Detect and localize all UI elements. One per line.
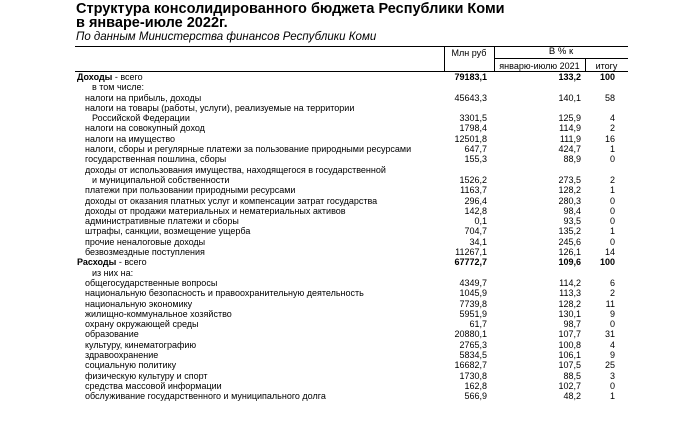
budget-table — [0, 72, 693, 402]
row-label: административные платежи и сборы — [85, 216, 239, 227]
row-label: Российской Федерации — [92, 113, 190, 124]
value-share: 1 — [609, 391, 615, 402]
value-mln: 5834,5 — [459, 350, 487, 361]
value-pct-prev: 280,3 — [558, 195, 581, 206]
table-row — [0, 360, 693, 370]
table-row — [0, 185, 693, 195]
row-label-suffix: - всего — [112, 72, 143, 82]
value-mln: 162,8 — [464, 380, 487, 391]
value-pct-prev: 128,2 — [558, 185, 581, 196]
row-label: из них на: — [92, 267, 134, 278]
table-row — [0, 268, 693, 278]
source-note: По данным Министерства финансов Республики Коми — [76, 31, 377, 43]
table-row — [0, 165, 693, 175]
table-row — [0, 93, 693, 103]
table-row — [0, 154, 693, 164]
value-share: 2 — [609, 288, 615, 299]
row-label: платежи при пользовании природными ресурсами — [85, 185, 296, 196]
table-row — [0, 288, 693, 298]
value-pct-prev: 114,9 — [559, 123, 581, 134]
value-mln: 704,7 — [464, 226, 487, 237]
value-share: 9 — [609, 350, 615, 361]
value-pct-prev: 135,2 — [558, 226, 581, 237]
table-row — [0, 391, 693, 401]
value-share: 1 — [609, 144, 615, 155]
row-label: национальную экономику — [85, 298, 193, 309]
table-row — [0, 309, 693, 319]
row-label: обслуживание государственного и муниципального долга — [85, 391, 326, 402]
value-mln: 566,9 — [464, 391, 487, 402]
row-label: средства массовой информации — [85, 380, 222, 391]
row-label: безвозмездные поступления — [85, 247, 205, 258]
table-row — [0, 299, 693, 309]
table-row — [0, 340, 693, 350]
table-row — [0, 196, 693, 206]
value-share: 14 — [604, 247, 615, 258]
row-label: жилищно-коммунальное хозяйство — [85, 308, 232, 319]
table-row — [0, 247, 693, 257]
row-label: национальную безопасность и правоохранительную деятельность — [85, 288, 364, 299]
row-label-main: Доходы — [77, 72, 113, 82]
row-label: государственная пошлина, сборы — [85, 154, 227, 165]
value-pct-prev: 98,4 — [563, 205, 581, 216]
value-share: 6 — [609, 277, 615, 288]
value-mln: 142,8 — [464, 205, 487, 216]
value-share: 2 — [609, 174, 615, 185]
row-label: налоги, сборы и регулярные платежи за пользование природными ресурсами — [85, 144, 412, 155]
row-label: прочие неналоговые доходы — [85, 236, 206, 247]
table-row — [0, 216, 693, 226]
row-label: культуру, кинематографию — [85, 339, 197, 350]
value-mln: 61,7 — [469, 319, 487, 330]
value-share: 31 — [604, 329, 615, 340]
value-share: 0 — [609, 319, 615, 330]
table-row — [0, 144, 693, 154]
value-share: 100 — [599, 72, 615, 82]
row-label: и муниципальной собственности — [92, 174, 230, 185]
value-share: 0 — [609, 205, 615, 216]
row-label: доходы от продажи материальных и нематериальных активов — [85, 205, 346, 216]
row-label: охрану окружающей среды — [85, 319, 199, 330]
value-pct-prev: 107,5 — [558, 360, 581, 371]
value-mln: 647,7 — [464, 144, 487, 155]
row-label: здравоохранение — [85, 350, 159, 361]
table-row — [0, 103, 693, 113]
value-pct-prev: 93,5 — [563, 216, 581, 227]
value-share: 3 — [609, 370, 615, 381]
value-pct-prev: 245,6 — [558, 236, 581, 247]
value-pct-prev: 48,2 — [563, 391, 581, 402]
table-row — [0, 278, 693, 288]
value-mln: 16682,7 — [454, 360, 487, 371]
row-label — [77, 72, 143, 82]
value-pct-prev: 125,9 — [558, 113, 581, 124]
table-row — [0, 175, 693, 185]
table-row — [0, 329, 693, 339]
header-sub-rule — [494, 58, 628, 59]
table-row — [0, 113, 693, 123]
value-pct-prev: 109,6 — [558, 257, 581, 268]
value-mln: 296,4 — [464, 195, 487, 206]
value-share: 1 — [609, 185, 615, 196]
value-share: 0 — [609, 216, 615, 227]
value-share: 58 — [604, 92, 615, 103]
value-mln: 155,3 — [464, 154, 487, 165]
value-mln: 45643,3 — [454, 92, 487, 103]
value-mln: 5951,9 — [459, 308, 487, 319]
value-pct-prev: 106,1 — [558, 350, 581, 361]
row-label: налоги на прибыль, доходы — [85, 92, 202, 103]
value-pct-prev: 140,1 — [558, 92, 581, 103]
value-mln: 20880,1 — [454, 329, 487, 340]
page-subtitle: в январе-июле 2022г. — [76, 15, 228, 31]
table-row — [0, 82, 693, 92]
value-mln: 1730,8 — [459, 370, 487, 381]
value-pct-prev: 424,7 — [558, 144, 581, 155]
table-row — [0, 371, 693, 381]
value-share: 0 — [609, 154, 615, 165]
table-row — [0, 72, 693, 82]
value-mln: 79183,1 — [454, 72, 487, 82]
value-pct-prev: 107,7 — [558, 329, 581, 340]
value-mln: 7739,8 — [459, 298, 487, 309]
header-prev-year: январю-июлю 2021 — [499, 61, 580, 71]
header-total: итогу — [595, 61, 618, 71]
row-label: социальную политику — [85, 360, 177, 371]
table-row — [0, 257, 693, 267]
value-mln: 34,1 — [469, 236, 487, 247]
row-label: доходы от оказания платных услуг и компенсации затрат государства — [85, 195, 378, 206]
value-share: 9 — [609, 308, 615, 319]
value-mln: 11267,1 — [455, 247, 487, 258]
value-share: 2 — [609, 123, 615, 134]
value-share: 0 — [609, 236, 615, 247]
header-percent: В % к — [548, 46, 574, 57]
row-label: штрафы, санкции, возмещение ущерба — [85, 226, 251, 237]
value-mln: 12501,8 — [454, 133, 487, 144]
value-pct-prev: 98,7 — [563, 319, 581, 330]
row-label: доходы от использования имущества, находящегося в государственной — [85, 164, 386, 175]
value-share: 4 — [609, 113, 615, 124]
header-mln-rub: Млн руб — [451, 48, 487, 58]
table-row — [0, 226, 693, 236]
value-share: 11 — [605, 298, 615, 309]
value-share: 100 — [599, 257, 615, 268]
table-row — [0, 319, 693, 329]
value-mln: 0,1 — [474, 216, 487, 227]
value-mln: 1798,4 — [459, 123, 487, 134]
value-mln: 3301,5 — [459, 113, 487, 124]
row-label: налоги на имущество — [85, 133, 176, 144]
value-pct-prev: 133,2 — [558, 72, 581, 82]
value-mln: 1045,9 — [459, 288, 487, 299]
row-label: налоги на совокупный доход — [85, 123, 205, 134]
value-share: 16 — [604, 133, 615, 144]
table-row — [0, 237, 693, 247]
value-share: 4 — [609, 339, 615, 350]
row-label: налоги на товары (работы, услуги), реализуемые на территории — [85, 102, 355, 113]
value-pct-prev: 111,9 — [559, 133, 581, 144]
table-row — [0, 206, 693, 216]
row-label: общегосударственные вопросы — [85, 277, 218, 288]
value-pct-prev: 273,5 — [558, 174, 581, 185]
value-pct-prev: 88,5 — [563, 370, 581, 381]
table-row — [0, 123, 693, 133]
value-pct-prev: 88,9 — [563, 154, 581, 165]
value-mln: 4349,7 — [459, 277, 487, 288]
row-label-main: Расходы — [77, 257, 117, 268]
value-pct-prev: 100,8 — [558, 339, 581, 350]
value-pct-prev: 102,7 — [558, 380, 581, 391]
row-label — [77, 257, 147, 267]
row-label: в том числе: — [92, 82, 144, 93]
table-row — [0, 381, 693, 391]
value-share: 1 — [609, 226, 615, 237]
value-mln: 1163,7 — [460, 185, 487, 196]
value-share: 0 — [609, 195, 615, 206]
page-title: Структура консолидированного бюджета Республики Коми — [76, 1, 505, 17]
value-pct-prev: 126,1 — [558, 247, 581, 258]
value-share: 0 — [609, 380, 615, 391]
table-row — [0, 350, 693, 360]
row-label-suffix: - всего — [116, 257, 147, 268]
value-mln: 1526,2 — [459, 174, 487, 185]
value-share: 25 — [604, 360, 615, 371]
row-label: физическую культуру и спорт — [85, 370, 208, 381]
table-row — [0, 134, 693, 144]
value-mln: 2765,3 — [459, 339, 487, 350]
value-pct-prev: 114,2 — [559, 277, 581, 288]
row-label: образование — [85, 329, 139, 340]
value-pct-prev: 113,3 — [559, 288, 581, 299]
value-pct-prev: 130,1 — [558, 308, 581, 319]
value-mln: 67772,7 — [454, 257, 487, 268]
value-pct-prev: 128,2 — [558, 298, 581, 309]
